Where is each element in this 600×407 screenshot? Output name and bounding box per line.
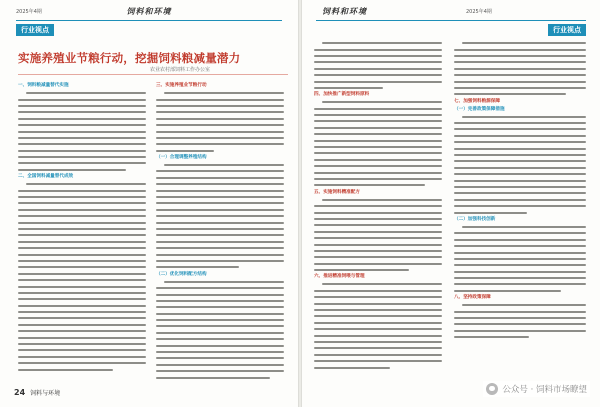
article-title: 实施养殖业节粮行动，挖掘饲料粮减量潜力	[18, 51, 241, 65]
text-line	[454, 269, 586, 275]
text-line	[314, 241, 442, 247]
text-line	[314, 59, 442, 65]
right-col2-text-0	[454, 40, 586, 98]
text-line	[314, 345, 442, 351]
text-line	[18, 283, 146, 289]
text-line	[314, 46, 442, 52]
text-line	[156, 187, 284, 193]
text-line	[18, 315, 146, 321]
watermark	[483, 381, 590, 397]
text-line	[18, 366, 146, 372]
text-line	[18, 303, 146, 309]
text-line	[454, 230, 586, 236]
text-line	[156, 168, 284, 174]
wechat-icon	[486, 383, 498, 395]
left-col1-text-2	[18, 181, 146, 373]
text-line	[314, 313, 442, 319]
text-line	[454, 126, 586, 132]
left-col1-text-1	[18, 90, 146, 173]
text-line	[18, 200, 146, 206]
text-line	[18, 219, 146, 225]
right-header-rule	[316, 20, 586, 21]
right-col2-heading-2: （一）完善政策保障措施	[454, 106, 505, 112]
left-col2-text-1	[156, 90, 284, 154]
left-column-1	[18, 82, 146, 373]
text-line	[314, 261, 442, 267]
text-line	[156, 128, 284, 134]
text-line	[156, 109, 284, 115]
right-col1-text-0	[314, 40, 442, 91]
page-number: 24	[14, 388, 26, 397]
text-line	[314, 66, 442, 72]
text-line	[314, 182, 442, 188]
right-col1-heading-1: 四、加快推广新型饲料原料	[314, 92, 370, 98]
text-line	[454, 145, 586, 151]
text-line	[18, 271, 146, 277]
right-column-1	[314, 40, 442, 371]
right-page-header	[316, 8, 586, 20]
right-col2-text-4	[454, 302, 586, 340]
text-line	[314, 254, 442, 260]
text-line	[156, 304, 284, 310]
right-column-2	[454, 40, 586, 340]
text-line	[454, 308, 586, 314]
text-line	[156, 374, 284, 380]
text-line	[18, 96, 146, 102]
text-line	[156, 279, 284, 285]
right-col1-text-1	[314, 99, 442, 188]
text-line	[18, 141, 146, 147]
right-col2-text-2	[454, 114, 586, 216]
text-line	[454, 177, 586, 183]
text-line	[156, 355, 284, 361]
text-line	[314, 78, 442, 84]
text-line	[156, 311, 284, 317]
right-col2-heading-1: 七、加强饲料粮源保障	[454, 98, 500, 104]
text-line	[156, 141, 284, 147]
text-line	[454, 59, 586, 65]
left-header-rule	[16, 20, 282, 21]
left-page-header	[16, 8, 282, 20]
text-line	[314, 118, 442, 124]
text-line	[156, 251, 284, 257]
left-section-tag: 行业视点	[16, 24, 54, 36]
left-col2-heading-2: （一）合理调整养殖结构	[156, 154, 207, 160]
text-line	[454, 46, 586, 52]
right-col1-text-2	[314, 197, 442, 274]
text-line	[18, 264, 146, 270]
text-line	[18, 109, 146, 115]
text-line	[454, 262, 586, 268]
text-line	[18, 116, 146, 122]
right-col2-heading-3: （二）加强科技创新	[454, 216, 496, 222]
left-col2-heading-3: （二）优化饲料配方结构	[156, 271, 207, 277]
text-line	[314, 300, 442, 306]
text-line	[314, 169, 442, 175]
text-line	[454, 158, 586, 164]
left-col2-heading-1: 三、实施养殖业节粮行动	[156, 83, 207, 88]
title-rule	[18, 74, 288, 75]
left-col2-text-2	[156, 162, 284, 271]
text-line	[18, 128, 146, 134]
right-col1-text-3	[314, 281, 442, 370]
text-line	[156, 219, 284, 225]
watermark-text: 公众号 · 饲料市场瞭望	[502, 385, 587, 395]
text-line	[18, 334, 146, 340]
text-line	[454, 78, 586, 84]
left-col1-heading-2: 二、全国饲料减量替代成效	[18, 174, 74, 180]
text-line	[314, 229, 442, 235]
left-column-2	[156, 82, 284, 381]
right-col1-heading-2: 五、实施饲料精准配方	[314, 189, 360, 195]
text-line	[156, 232, 284, 238]
text-line	[18, 232, 146, 238]
text-line	[18, 347, 146, 353]
right-col1-heading-3: 六、推进精准饲喂与管理	[314, 274, 365, 280]
text-line	[454, 237, 586, 243]
left-col1-heading-1: 一、饲料粮减量替代实施	[18, 83, 69, 88]
text-line	[314, 137, 442, 143]
text-line	[18, 148, 146, 154]
text-line	[454, 334, 586, 340]
text-line	[314, 222, 442, 228]
text-line	[156, 200, 284, 206]
text-line	[156, 342, 284, 348]
text-line	[156, 323, 284, 329]
left-footer	[14, 388, 60, 397]
text-line	[314, 332, 442, 338]
footer-label: 饲料与环境	[30, 390, 61, 397]
left-col2-text-3	[156, 279, 284, 381]
text-line	[314, 150, 442, 156]
right-col2-text-3	[454, 224, 586, 294]
text-line	[454, 321, 586, 327]
right-section-tag: 行业视点	[548, 24, 586, 36]
text-line	[156, 116, 284, 122]
right-issue-label: 2025年4期	[466, 9, 492, 15]
right-page	[302, 0, 600, 407]
text-line	[314, 99, 442, 105]
text-line	[18, 296, 146, 302]
text-line	[18, 160, 146, 166]
text-line	[314, 209, 442, 215]
right-col2-heading-4: 八、坚持政策保障	[454, 295, 491, 301]
text-line	[454, 66, 586, 72]
text-line	[454, 249, 586, 255]
text-line	[314, 281, 442, 287]
text-line	[454, 114, 586, 120]
text-line	[454, 190, 586, 196]
text-line	[314, 106, 442, 112]
left-journal-name: 饲料和环境	[126, 6, 172, 16]
text-line	[314, 364, 442, 370]
text-line	[18, 251, 146, 257]
left-page	[0, 0, 298, 407]
text-line	[18, 187, 146, 193]
article-byline: 农业农村部饲料工作办公室	[150, 67, 211, 73]
left-issue-label: 2025年4期	[16, 9, 42, 15]
text-line	[156, 96, 284, 102]
right-journal-name: 饲料和环境	[322, 6, 367, 16]
text-line	[454, 281, 586, 287]
text-line	[156, 291, 284, 297]
